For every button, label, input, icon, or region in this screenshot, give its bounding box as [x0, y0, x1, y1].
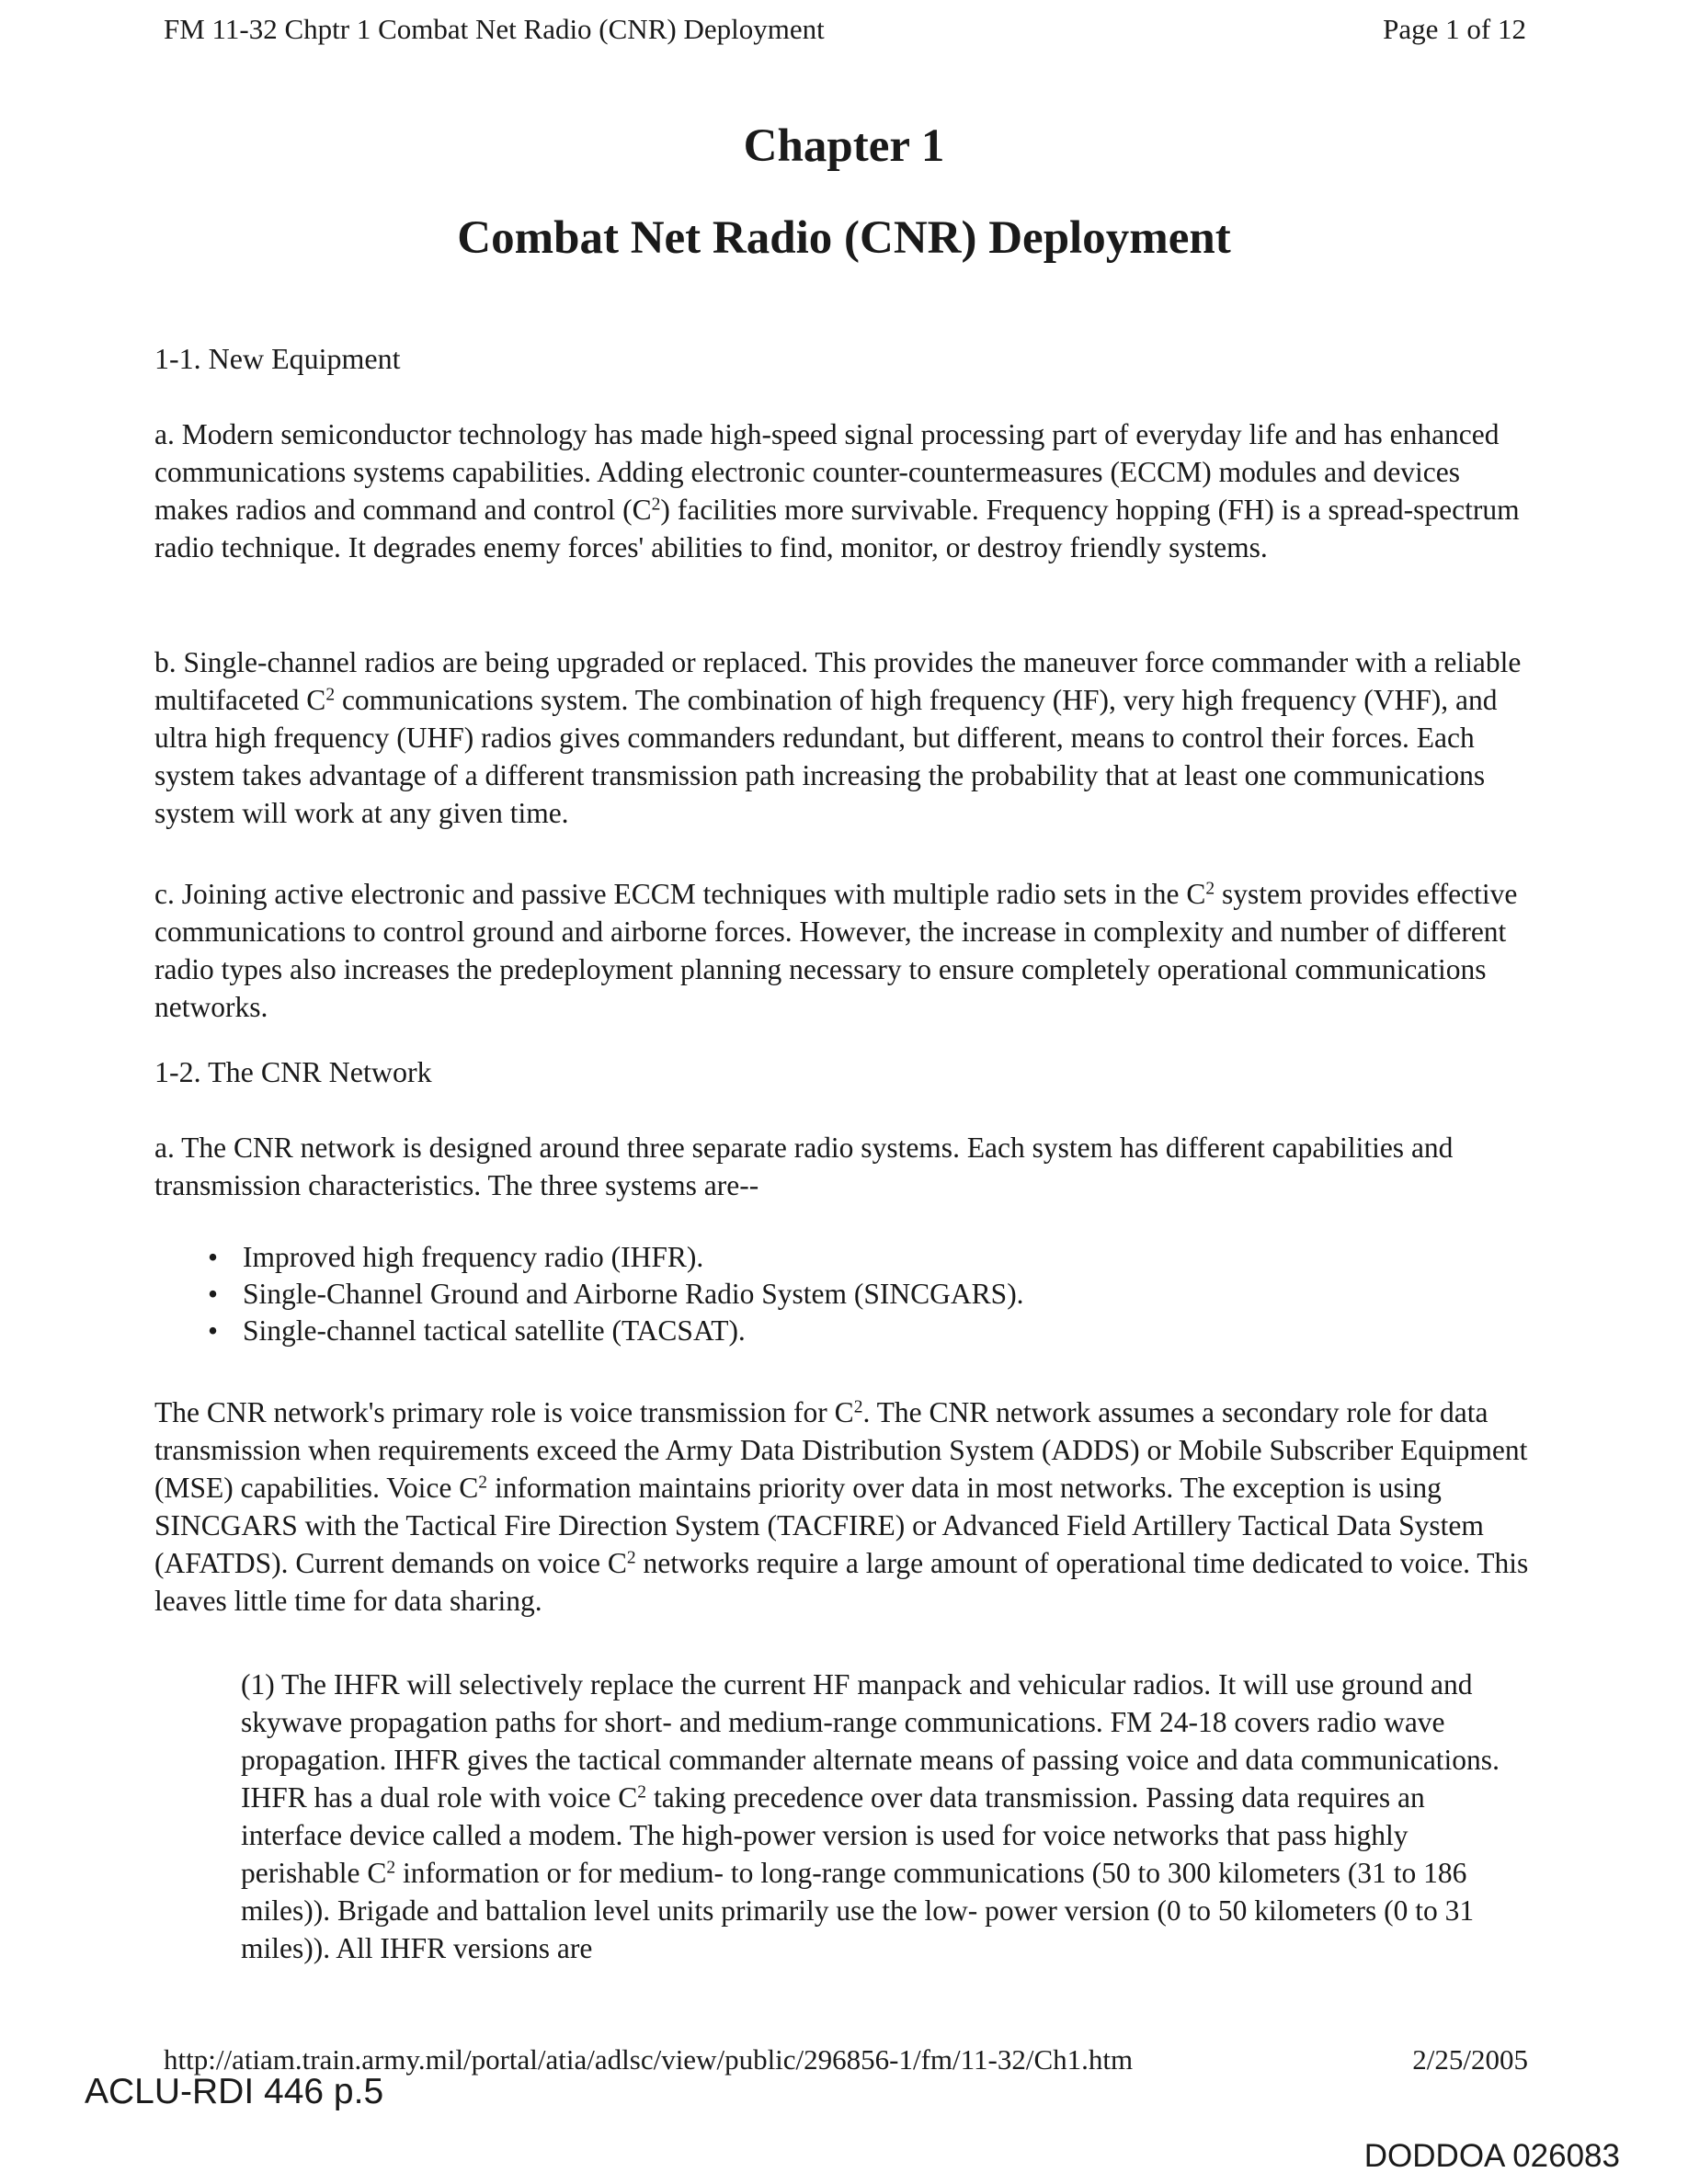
page-number: Page 1 of 12: [1383, 13, 1526, 45]
paragraph-1-1-a: a. Modern semiconductor technology has made high-speed signal processing part of everyday life and has enhanced communications systems capabilities. Adding electronic counter-countermeasures (ECCM) modules and devices makes radios and command and control $(C^2)$ facilities more survivable. Frequency hopping (FH) is a spread-spectrum radio technique. It degrades enemy forces' abilities to find, monitor, or destroy friendly systems.: [154, 418, 1520, 563]
paragraph-1-1-b: b. Single-channel radios are being upgraded or replaced. This provides the maneuver force commander with a reliable multifaceted $C^2$ communications system. The combination of high frequency (HF), very high frequency (VHF), and ultra high frequency (UHF) radios gives commanders redundant, but different, means to control their forces. Each system takes advantage of a different transmission path increasing the probability that at least one communications system will work at any given time.: [154, 646, 1522, 829]
section-heading-1-1: 1-1. New Equipment: [154, 342, 401, 375]
paragraph-cnr-role: The CNR network's primary role is voice transmission for $C^2$. The CNR network assumes a secondary role for data transmission when requirements exceed the Army Data Distribution System (ADDS) or Mobile Subscriber Equipment (MSE) capabilities. Voice $C^2$ information maintains priority over data in most networks. The exception is using SINCGARS with the Tactical Fire Direction System (TACFIRE) or Advanced Field Artillery Tactical Data System (AFATDS). Current demands on voice $C^2$ networks require a large amount of operational time dedicated to voice. This leaves little time for data sharing.: [154, 1396, 1529, 1617]
list-item: • Single-channel tactical satellite (TACSAT).: [208, 1313, 1024, 1349]
bates-stamp-doddoa: DODDOA 026083: [1363, 2138, 1620, 2174]
paragraph-1-1-c: c. Joining active electronic and passive ECCM techniques with multiple radio sets in the $C^2$ system provides effective communications to control ground and airborne forces. However, the increase in complexity and number of different radio types also increases the predeployment planning necessary to ensure completely operational communications networks.: [154, 878, 1518, 1023]
bates-stamp-aclu: ACLU-RDI 446 p.5: [85, 2072, 384, 2111]
chapter-number: Chapter 1: [743, 120, 945, 172]
footer-url: http://atiam.train.army.mil/portal/atia/adlsc/view/public/296856-1/fm/11-32/Ch1.htm: [164, 2043, 1134, 2076]
list-item: • Single-Channel Ground and Airborne Radio System (SINCGARS).: [208, 1276, 1024, 1313]
paragraph-1-2-a: a. The CNR network is designed around three separate radio systems. Each system has different capabilities and transmission characteristics. The three systems are--: [154, 1132, 1454, 1201]
section-heading-1-2: 1-2. The CNR Network: [154, 1055, 432, 1088]
radio-systems-list: [208, 1239, 1024, 1349]
paragraph-ihfr: (1) The IHFR will selectively replace the current HF manpack and vehicular radios. It will use ground and skywave propagation paths for short- and medium-range communications. FM 24-18 covers radio wave propagation. IHFR gives the tactical commander alternate means of passing voice and data communications. IHFR has a dual role with voice $C^2$ taking precedence over data transmission. Passing data requires an interface device called a modem. The high-power version is used for voice networks that pass highly perishable $C^2$ information or for medium- to long-range communications (50 to 300 kilometers (31 to 186 miles)). Brigade and battalion level units primarily use the low- power version (0 to 50 kilometers (0 to 31 miles)). All IHFR versions are: [241, 1668, 1500, 1964]
page-header-title: FM 11-32 Chptr 1 Combat Net Radio (CNR) Deployment: [164, 13, 825, 45]
chapter-title: Combat Net Radio (CNR) Deployment: [457, 212, 1231, 264]
list-item: • Improved high frequency radio (IHFR).: [208, 1239, 1024, 1276]
footer-date: 2/25/2005: [1412, 2043, 1528, 2076]
